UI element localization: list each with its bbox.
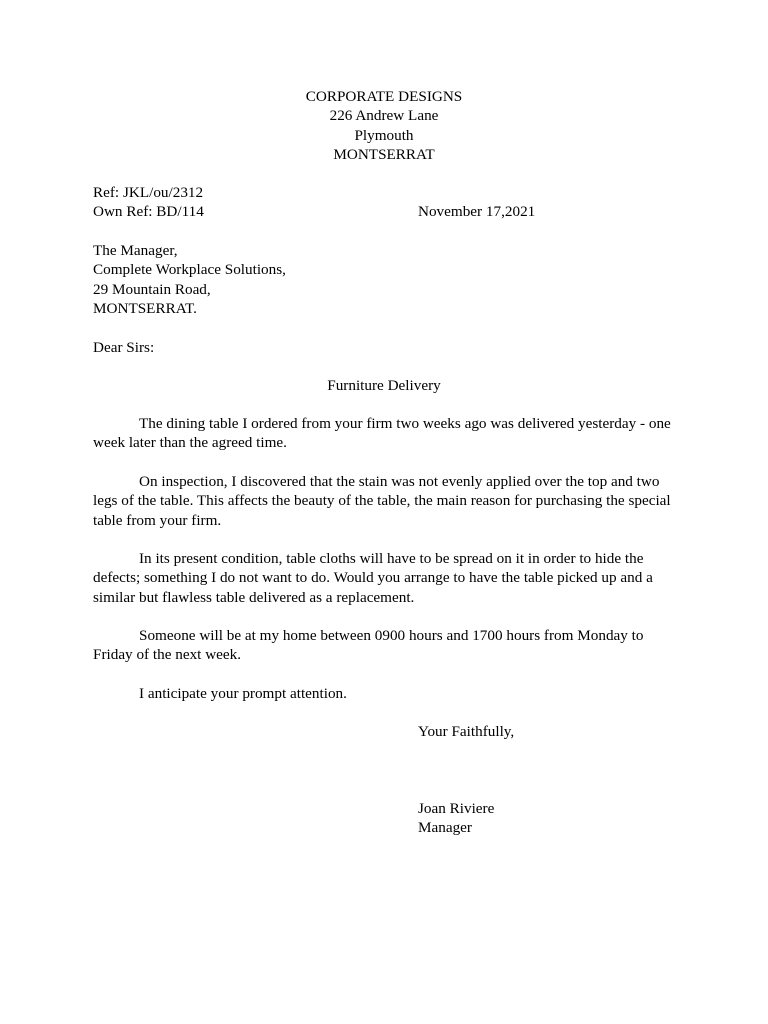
letter-date: November 17,2021 (418, 203, 536, 221)
salutation: Dear Sirs: (93, 339, 155, 356)
letterhead (0, 87, 768, 164)
company-street: 226 Andrew Lane (329, 107, 439, 125)
body-paragraph-2: On inspection, I discovered that the stain was not evenly applied over the top and two legs of the table. This affects the beauty of the table, the main reason for purchasing the special table from your firm. (93, 473, 671, 529)
recipient-line-1: The Manager, (93, 242, 178, 259)
reference-section (93, 183, 683, 222)
subject-line: Furniture Delivery (327, 377, 441, 394)
signatory-block (418, 799, 494, 838)
recipient-line-3: 29 Mountain Road, (93, 280, 211, 298)
body-paragraph-3: In its present condition, table cloths will have to be spread on it in order to hide the defects; something I do not want to do. Would you arrange to have the table picked up and a similar but flawless table delivered as a replacement. (93, 550, 653, 606)
recipient-address (93, 241, 683, 318)
signatory-name: Joan Riviere (418, 800, 495, 817)
body-paragraph-4: Someone will be at my home between 0900 hours and 1700 hours from Monday to Friday of the next week. (93, 627, 644, 664)
ref-number: Ref: JKL/ou/2312 (93, 184, 204, 201)
company-country: MONTSERRAT (333, 145, 435, 163)
body-paragraph-1: The dining table I ordered from your firm two weeks ago was delivered yesterday - one week later than the agreed time. (93, 415, 671, 452)
company-city: Plymouth (354, 126, 414, 144)
recipient-line-2: Complete Workplace Solutions, (93, 261, 286, 279)
recipient-line-4: MONTSERRAT. (93, 299, 197, 317)
body-paragraph-5: I anticipate your prompt attention. (139, 685, 347, 702)
complimentary-close: Your Faithfully, (418, 723, 515, 740)
signatory-title: Manager (418, 819, 472, 837)
company-name: CORPORATE DESIGNS (305, 88, 463, 105)
own-ref-number: Own Ref: BD/114 (93, 203, 204, 221)
